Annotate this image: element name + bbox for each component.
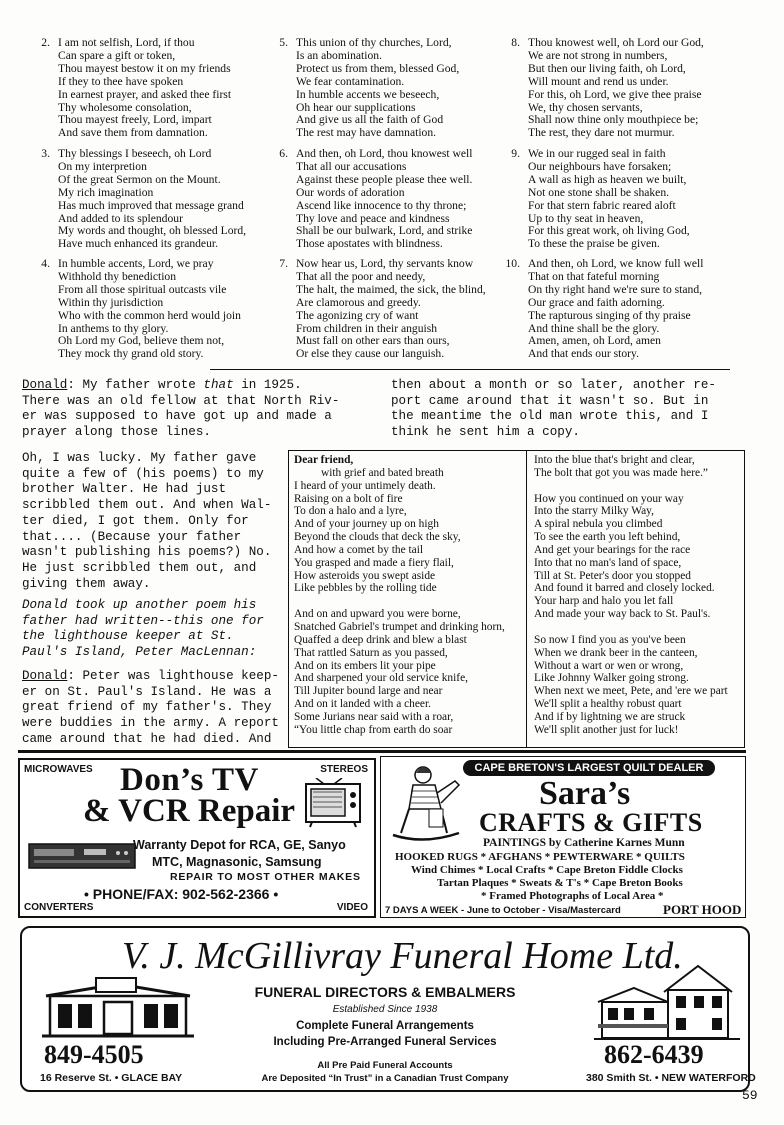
funeral-address-right: 380 Smith St. • NEW WATERFORD (586, 1072, 756, 1084)
verse-line: Are clamorous and greedy. (296, 295, 421, 309)
letter-line: So now I find you as you've been (534, 633, 686, 646)
dons-title: Don’s TV (120, 762, 259, 798)
prose-paragraph-1: Donald: My father wrote that in 1925. There was an old fellow at that North Riv- er was supposed to have got up and made a prayer along those lines. (22, 378, 340, 439)
verse-line: Within thy jurisdiction (58, 295, 164, 309)
verse-line: For that stern fabric reared aloft (528, 198, 676, 212)
saras-title: Sara’s (539, 775, 631, 812)
verse-line: Oh hear our supplications (296, 100, 416, 114)
letter-line: with grief and bated breath (321, 466, 444, 479)
letter-line: And get your bearings for the race (534, 543, 691, 556)
verse-line: Shall now thine only mouthpiece be; (528, 113, 699, 127)
funeral-address-left: 16 Reserve St. • GLACE BAY (40, 1072, 183, 1084)
funeral-home-ad (20, 926, 756, 1092)
letter-column-divider (526, 451, 527, 747)
funeral-subtitle: FUNERAL DIRECTORS & EMBALMERS (254, 984, 516, 1000)
verse-line: Now hear us, Lord, thy servants know (296, 257, 474, 270)
verse-line: Or else they cause our languish. (296, 347, 445, 361)
verse-line: Our words of adoration (296, 185, 405, 199)
verse-line: On thy right hand we're sure to stand, (528, 282, 703, 296)
letter-line: I heard of your untimely death. (294, 479, 436, 492)
letter-line: And on it landed with a cheer. (294, 698, 431, 711)
verse-line: A wall as high as heaven we built, (528, 172, 687, 186)
letter-line: And sharpened your old service knife, (294, 672, 468, 685)
verse-line: Will mount and rend us under. (528, 74, 669, 88)
verse-line: Thy blessings I beseech, oh Lord (58, 147, 212, 160)
funeral-home-building-right-icon (594, 962, 740, 1042)
saras-items-line: HOOKED RUGS * AFGHANS * PEWTERWARE * QUILTS (395, 851, 685, 863)
verse-line: Shall be our bulwark, Lord, and strike (296, 224, 473, 238)
prose-paragraph-3: Donald took up another poem his father had written--this one for the lighthouse keeper at St. Paul's Island, Peter MacLennan: (22, 598, 264, 660)
saras-paintings: PAINTINGS by Catherine Karnes Munn (483, 837, 685, 849)
prose-paragraph-2: Oh, I was lucky. My father gave quite a few of (his poems) to my brother Walter. He had just scribbled them out. And when Wal- ter died, I got them. Only for that.... (Because your father wasn't publishing his poems?) No. He just scribbled them out, and giving them away. (22, 451, 272, 591)
funeral-trust-line: Are Deposited “In Trust” in a Canadian Trust Company (261, 1073, 509, 1084)
funeral-phone-right: 862-6439 (604, 1040, 704, 1069)
verse-number: 8. (511, 36, 520, 49)
letter-line: When we drank beer in the canteen, (534, 646, 698, 659)
letter-poem-box (288, 450, 745, 748)
verse-line: The rest may have damnation. (296, 126, 437, 140)
verse-line: Thy wholesome consolation, (58, 100, 192, 114)
letter-line: Into the starry Milky Way, (534, 505, 654, 518)
prose-paragraph-1-continued: then about a month or so later, another re- port came around that it wasn't so. But in the meantime the old man wrote this, and I think he sent him a copy. (391, 378, 716, 439)
letter-line (534, 480, 728, 493)
vcr-icon (28, 840, 138, 872)
verse-line: That all our accusations (296, 159, 407, 173)
saras-crafts-ad (380, 756, 746, 918)
funeral-arrangements: Complete Funeral Arrangements (296, 1020, 474, 1032)
verse-line: From all those spiritual outcasts vile (58, 282, 227, 296)
verse-line: And that ends our story. (528, 347, 639, 361)
verse-line: That on that fateful morning (528, 269, 660, 283)
verse-number: 2. (41, 36, 50, 49)
letter-line: And on and upward you were borne, (294, 608, 461, 621)
letter-line: Quaffed a deep drink and blew a blast (294, 633, 467, 646)
verse-line: And added to its splendour (58, 211, 183, 225)
letter-line: A spiral nebula you climbed (534, 518, 663, 531)
letter-line: Some Jurians near said with a roar, (294, 710, 454, 723)
verse-line: I am not selfish, Lord, if thou (58, 36, 195, 49)
verse-line: In humble accents we beseech, (296, 87, 440, 101)
funeral-established: Established Since 1938 (332, 1004, 438, 1015)
verse-line: From children in their anguish (296, 321, 438, 335)
ad-corner-label: STEREOS (320, 764, 368, 775)
verse-line: Our neighbours have forsaken; (528, 159, 672, 173)
letter-line: And of your journey up on high (294, 518, 439, 531)
letter-line: We'll split a healthy robust quart (534, 698, 682, 711)
letter-line (534, 621, 728, 634)
verse-line: In earnest prayer, and asked thee first (58, 87, 232, 101)
dons-warranty-line: Warranty Depot for RCA, GE, Sanyo (133, 838, 346, 852)
verse-line: My rich imagination (58, 185, 154, 199)
letter-line: Till Jupiter bound large and near (294, 685, 443, 698)
verse-line: The rapturous singing of thy praise (528, 308, 691, 322)
verse-line: On my interpretion (58, 159, 147, 173)
letter-line: Like pebbles by the rolling tide (294, 582, 437, 595)
letter-line: Your harp and halo you let fall (534, 595, 674, 608)
verse-line: And save them from damnation. (58, 126, 208, 140)
ads-top-rule (18, 750, 746, 753)
verse-line: Have much enhanced its grandeur. (58, 237, 218, 251)
page-number: 59 (742, 1088, 758, 1103)
verse-line: The agonizing cry of want (296, 308, 419, 322)
letter-line: Without a wart or wen or wrong, (534, 659, 684, 672)
verse-line: Thy love and peace and kindness (296, 211, 450, 225)
letter-poem-left-column (294, 454, 505, 737)
letter-line: To see the earth you left behind, (534, 531, 681, 544)
funeral-home-title: V. J. McGillivray Funeral Home Ltd. (122, 935, 683, 977)
letter-line: Till at St. Peter's door you stopped (534, 569, 691, 582)
verse-line: Thou mayest freely, Lord, impart (58, 113, 212, 127)
letter-salutation: Dear friend, (294, 454, 354, 466)
ad-corner-label: VIDEO (336, 902, 368, 913)
speaker-name: Donald (22, 378, 68, 392)
letter-line (294, 595, 505, 608)
verse-line: The halt, the maimed, the sick, the blind, (296, 282, 486, 296)
verse-line: If they to thee have spoken (58, 74, 184, 88)
verse-line: We in our rugged seal in faith (528, 147, 666, 160)
tv-icon (304, 778, 364, 828)
letter-line: How asteroids you swept aside (294, 569, 436, 582)
letter-line: And if by lightning we are struck (534, 710, 686, 723)
verse-line: Thou mayest bestow it on my friends (58, 61, 231, 75)
verse-line: That all the poor and needy, (296, 269, 426, 283)
letter-line: When next we meet, Pete, and 'ere we part (534, 685, 728, 698)
verse-line: This union of thy churches, Lord, (296, 36, 452, 49)
letter-line: How you continued on your way (534, 492, 684, 505)
ad-corner-label: CONVERTERS (24, 902, 94, 913)
letter-line: And on its embers lit your pipe (294, 659, 436, 672)
verse-line: Up to thy seat in heaven, (528, 211, 644, 225)
verse-line: And give us all the faith of God (296, 113, 444, 127)
verse-line: We, thy chosen servants, (528, 100, 643, 114)
letter-line: The bolt that got you was made here.” (534, 466, 708, 479)
letter-line: We'll split another just for luck! (534, 723, 679, 736)
dons-repair-line: REPAIR TO MOST OTHER MAKES (170, 871, 361, 883)
verse-number: 7. (279, 257, 288, 270)
verse-line: Protect us from them, blessed God, (296, 61, 460, 75)
verse-line: Has much improved that message grand (58, 198, 244, 212)
verse-number: 3. (41, 147, 50, 160)
verse-line: In anthems to thy glory. (58, 321, 169, 335)
verse-line: Thou knowest well, oh Lord our God, (528, 36, 704, 49)
verse-number: 10. (505, 257, 520, 270)
verse-line: Against these people please thee well. (296, 172, 473, 186)
dons-brands-line: MTC, Magnasonic, Samsung (152, 855, 322, 869)
verse-line: In humble accents, Lord, we pray (58, 257, 214, 270)
saras-banner: CAPE BRETON'S LARGEST QUILT DEALER (463, 760, 715, 776)
verse-line: We are not strong in numbers, (528, 48, 668, 62)
funeral-phone-left: 849-4505 (44, 1040, 144, 1069)
letter-line: Into that no man's land of space, (534, 556, 682, 569)
saras-hours: 7 DAYS A WEEK - June to October - Visa/Mastercard (385, 905, 621, 916)
letter-line: Like Johnny Walker going strong. (534, 672, 689, 685)
letter-line: To don a halo and a lyre, (294, 505, 407, 518)
verse-line: Must fall on other ears than ours, (296, 334, 450, 348)
saras-items-line: Wind Chimes * Local Crafts * Cape Breton Fiddle Clocks (411, 864, 683, 876)
letter-line: Beyond the clouds that deck the sky, (294, 531, 461, 544)
funeral-prepaid-line: All Pre Paid Funeral Accounts (317, 1060, 453, 1071)
letter-line: And found it barred and closely locked. (534, 582, 715, 595)
saras-location: PORT HOOD (663, 902, 742, 917)
saras-items-line: * Framed Photographs of Local Area * (481, 890, 664, 902)
poem-divider (210, 369, 730, 370)
verse-number: 5. (279, 36, 288, 49)
dons-phone: • PHONE/FAX: 902-562-2366 • (84, 886, 279, 902)
verse-line: Can spare a gift or token, (58, 48, 176, 62)
verse-line: Not one stone shall be shaken. (528, 185, 670, 199)
verse-line: We fear contamination. (296, 74, 405, 88)
ad-corner-label: MICROWAVES (24, 764, 93, 775)
verse-line: Our grace and faith adorning. (528, 295, 665, 309)
rocking-chair-woman-icon (389, 763, 469, 845)
verse-line: Amen, amen, oh Lord, amen (528, 334, 661, 348)
verse-line: For this, oh Lord, we give thee praise (528, 87, 702, 101)
verse-line: Ascend like innocence to thy throne; (296, 198, 467, 212)
verse-line: For this great work, oh living God, (528, 224, 690, 238)
verse-line: Those apostates with blindness. (296, 237, 443, 251)
verse-line: Who with the common herd would join (58, 308, 241, 322)
letter-line: And made your way back to St. Paul's. (534, 608, 711, 621)
verse-number: 4. (41, 257, 50, 270)
verse-line: But then our living faith, oh Lord, (528, 61, 686, 75)
verse-line: Withhold thy benediction (58, 269, 177, 283)
verse-line: And then, oh Lord, we know full well (528, 257, 704, 270)
letter-line: That rattled Saturn as you passed, (294, 646, 448, 659)
verse-number: 6. (279, 147, 288, 160)
verse-number: 9. (511, 147, 520, 160)
letter-line: “You little chap from earth do soar (294, 723, 453, 736)
verse-line: Of the great Sermon on the Mount. (58, 172, 221, 186)
letter-line: You grasped and made a fiery flail, (294, 556, 454, 569)
letter-line: And how a comet by the tail (294, 543, 424, 556)
verse-line: They mock thy grand old story. (58, 347, 204, 361)
dons-tv-ad (18, 758, 376, 918)
letter-line: Snatched Gabriel's trumpet and drinking horn, (294, 620, 505, 633)
letter-line: Into the blue that's bright and clear, (534, 454, 695, 466)
verse-line: My words and thought, oh blessed Lord, (58, 224, 247, 238)
saras-subtitle: CRAFTS & GIFTS (479, 808, 703, 837)
dons-subtitle: & VCR Repair (83, 793, 296, 829)
speaker-name: Donald (22, 669, 68, 683)
letter-poem-right-column (534, 454, 728, 737)
verse-line: And thine shall be the glory. (528, 321, 660, 335)
verse-line: To these the praise be given. (528, 237, 660, 251)
funeral-prearranged: Including Pre-Arranged Funeral Services (273, 1036, 497, 1048)
verse-line: Is an abomination. (296, 48, 382, 62)
prose-paragraph-4: Donald: Peter was lighthouse keep- er on St. Paul's Island. He was a great friend of my father's. They were buddies in the army. A report came around that he had died. And (22, 669, 279, 746)
letter-line: Raising on a bolt of fire (294, 492, 403, 505)
verse-line: Oh Lord my God, believe them not, (58, 334, 225, 348)
saras-items-line: Tartan Plaques * Sweats & T's * Cape Breton Books (437, 877, 683, 889)
verse-line: The rest, they dare not murmur. (528, 126, 675, 140)
verse-line: And then, oh Lord, thou knowest well (296, 147, 473, 160)
